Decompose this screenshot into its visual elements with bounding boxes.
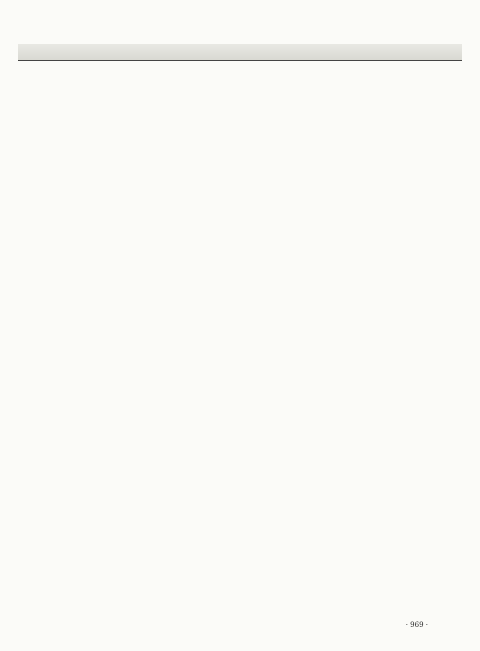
running-header — [18, 44, 462, 61]
page-number: · 969 · — [405, 621, 428, 629]
page-body — [48, 72, 432, 607]
